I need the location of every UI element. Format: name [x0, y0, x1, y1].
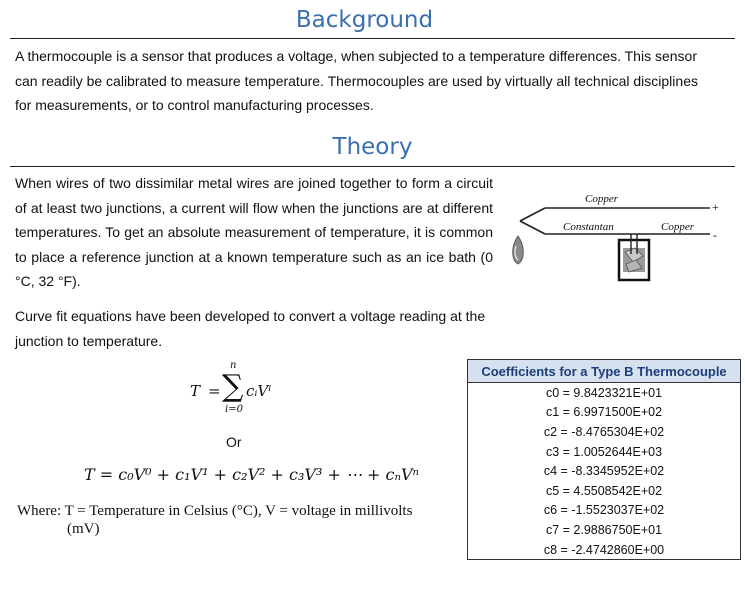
theory-heading: Theory: [332, 134, 413, 160]
coefficient-c4: c4 = -8.3345952E+02: [468, 461, 741, 481]
theory-divider: [10, 166, 735, 167]
table-row: [468, 481, 741, 501]
sum-lhs: T: [190, 382, 201, 400]
table-header-row: [468, 360, 741, 383]
background-paragraph: [15, 44, 740, 118]
table-row: [468, 422, 741, 442]
theory-paragraph: When wires of two dissimilar metal wires are joined together to form a circuit of at least two junctions, a current will flow when the junctions are at different temperatures. To get an absolute measurement of temperature, it is common to place a reference junction at a known temperature such as an ice bath (0 °C, 32 °F).: [15, 175, 493, 289]
thermocouple-diagram-graphic: [505, 188, 740, 288]
where-definition: [17, 502, 447, 538]
sigma-symbol: ∑: [222, 369, 244, 404]
table-row: [468, 383, 741, 403]
summation-equation: [190, 360, 310, 422]
coefficient-c0: c0 = 9.8423321E+01: [468, 383, 741, 403]
sum-equals: =: [208, 382, 221, 400]
table-row: [468, 501, 741, 521]
sum-term: cᵢVⁱ: [246, 382, 272, 400]
label-copper-bottom: Copper: [661, 221, 694, 233]
table-row: [468, 442, 741, 462]
coefficient-c3: c3 = 1.0052644E+03: [468, 442, 741, 462]
or-label: Or: [226, 434, 242, 450]
table-row: [468, 403, 741, 423]
coefficients-table: [467, 359, 741, 560]
table-header: Coefficients for a Type B Thermocouple: [468, 360, 741, 383]
coefficient-c1: c1 = 6.9971500E+02: [468, 403, 741, 423]
coefficient-c8: c8 = -2.4742860E+00: [468, 540, 741, 560]
minus-terminal: -: [713, 228, 717, 242]
background-heading: Background: [295, 7, 434, 33]
background-divider: [10, 38, 735, 39]
table-row: [468, 520, 741, 540]
table-row: [468, 540, 741, 560]
background-line-1: A thermocouple is a sensor that produces a voltage, when subjected to a temperature differences. This sensor: [15, 48, 697, 64]
sum-lower-limit: i=0: [225, 404, 243, 415]
label-constantan: Constantan: [563, 221, 614, 233]
plus-terminal: +: [712, 200, 719, 214]
coefficient-c5: c5 = 4.5508542E+02: [468, 481, 741, 501]
table-row: [468, 461, 741, 481]
background-line-3: for measurements, or to control manufacturing processes.: [15, 97, 374, 113]
coefficient-c7: c7 = 2.9886750E+01: [468, 520, 741, 540]
thermocouple-diagram: [505, 188, 740, 288]
where-line-1: Where: T = Temperature in Celsius (°C), V = voltage in millivolts: [17, 503, 413, 519]
expanded-equation: T = c₀V⁰ + c₁V¹ + c₂V² + c₃V³ + ⋯ + cₙVⁿ: [84, 465, 419, 484]
coefficient-c2: c2 = -8.4765304E+02: [468, 422, 741, 442]
where-line-2: (mV): [67, 521, 100, 537]
sum-upper-limit: n: [230, 360, 237, 371]
background-line-2: can readily be calibrated to measure temperature. Thermocouples are used by virtually all technical disciplines: [15, 72, 698, 89]
label-copper-top: Copper: [585, 193, 618, 205]
curve-fit-paragraph: Curve fit equations have been developed to convert a voltage reading at the junction to temperature.: [15, 308, 486, 349]
coefficient-c6: c6 = -1.5523037E+02: [468, 501, 741, 521]
